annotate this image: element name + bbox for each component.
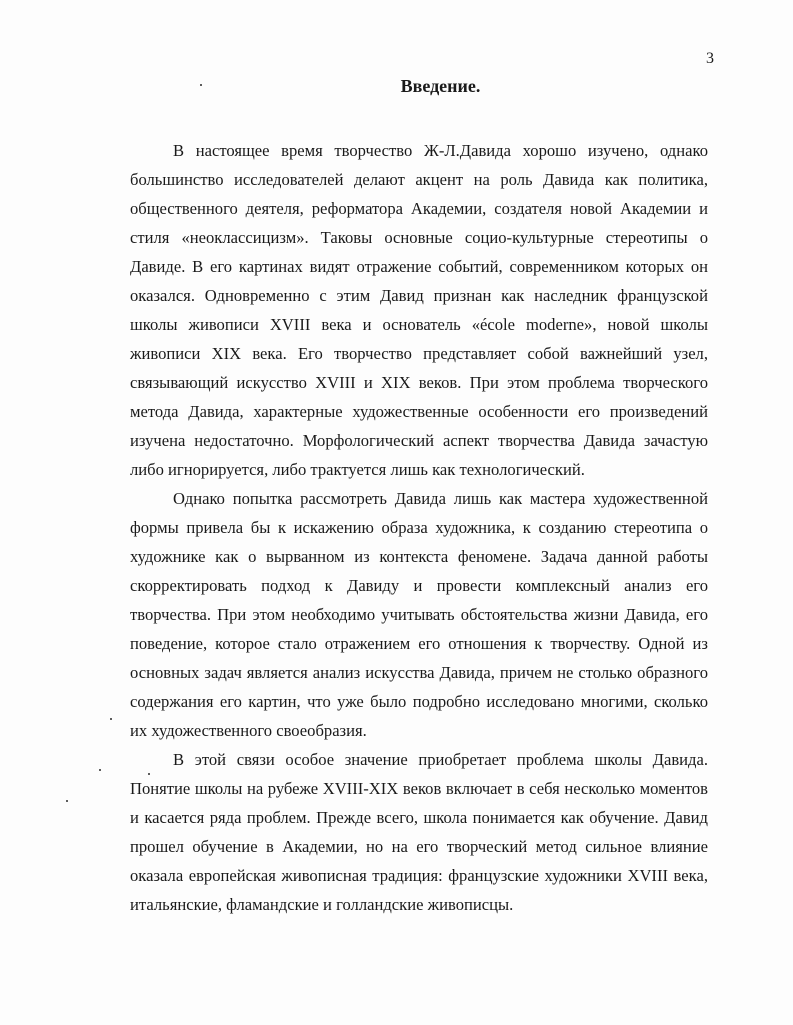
page-number: 3 (706, 50, 714, 67)
scan-speck (110, 718, 112, 720)
section-title: Введение. (400, 76, 481, 96)
scan-speck (99, 769, 101, 771)
paragraph: Однако попытка рассмотреть Давида лишь как мастера художественной формы привела бы к искажению образа художника, к созданию стереотипа о художнике как о вырванном из контекста феномене. Задача данной работы скорректировать подход к Давиду и провести комплексный анализ его творчества. При этом необходимо учитывать обстоятельства жизни Давида, его поведение, которое стало отражением его отношения к творчеству. Одной из основных задач является анализ искусства Давида, причем не столько образного содержания его картин, что уже было подробно исследовано многими, сколько их художественного своеобразия. (130, 489, 708, 740)
scan-speck (148, 773, 150, 775)
scan-speck (66, 800, 68, 802)
paragraph: В этой связи особое значение приобретает проблема школы Давида. Понятие школы на рубеже XVIII-XIX веков включает в себя несколько моментов и касается ряда проблем. Прежде всего, школа понимается как обучение. Давид прошел обучение в Академии, но на его творческий метод сильное влияние оказала европейская живописная традиция: французские художники XVIII века, итальянские, фламандские и голландские живописцы. (130, 750, 708, 914)
paragraph: В настоящее время творчество Ж-Л.Давида хорошо изучено, однако большинство исследователей делают акцент на роль Давида как политика, общественного деятеля, реформатора Академии, создателя новой Академии и стиля «неоклассицизм». Таковы основные социо-культурные стереотипы о Давиде. В его картинах видят отражение событий, современником которых он оказался. Одновременно с этим Давид признан как наследник французской школы живописи XVIII века и основатель «école moderne», новой школы живописи XIX века. Его творчество представляет собой важнейший узел, связывающий искусство XVIII и XIX веков. При этом проблема творческого метода Давида, характерные художественные особенности его произведений изучена недостаточно. Морфологический аспект творчества Давида зачастую либо игнорируется, либо трактуется лишь как технологический. (130, 141, 708, 479)
scan-speck (200, 84, 202, 86)
body-text (130, 136, 708, 919)
